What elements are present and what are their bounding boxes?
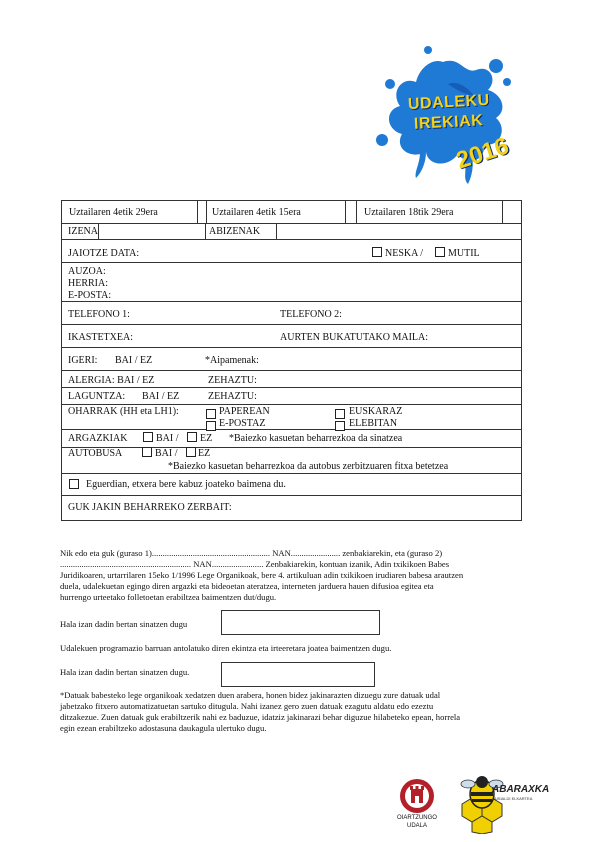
- neska-checkbox[interactable]: [372, 247, 382, 257]
- autobusa-bai-checkbox[interactable]: [142, 447, 152, 457]
- aipamenak-label: *Aipamenak:: [205, 355, 259, 366]
- consent-paragraph-1: [60, 548, 529, 603]
- consent-p1-line2: ............................................................. NAN........................ Zenbakiarekin, kontuan izanik, Adin txikikoen Babes: [60, 559, 450, 569]
- euskaraz-checkbox[interactable]: [335, 409, 345, 419]
- elebitan-checkbox[interactable]: [335, 421, 345, 431]
- week3-label[interactable]: Uztailaren 18tik 29era: [364, 207, 454, 218]
- mutil-label: MUTIL: [448, 248, 480, 259]
- epostaz-checkbox[interactable]: [206, 421, 216, 431]
- udaleku-logo: [368, 44, 518, 194]
- oiartzun-logo: [396, 777, 438, 835]
- euskaraz-label: EUSKARAZ: [349, 406, 403, 417]
- eguerdian-label: Eguerdian, etxera bere kabuz joateko baimena du.: [86, 479, 286, 490]
- autobusa-note: *Baiezko kasuetan beharrezkoa da autobus zerbitzuaren fitxa betetzea: [168, 461, 449, 472]
- oharrak-label: OHARRAK (HH eta LH1):: [68, 406, 179, 417]
- week2-label[interactable]: Uztailaren 4etik 15era: [212, 207, 301, 218]
- neska-label: NESKA /: [385, 248, 424, 259]
- laguntza-label: LAGUNTZA:: [68, 391, 126, 402]
- eposta-label: E-POSTA:: [68, 290, 112, 301]
- consent-p1-line3: Juridikoaren, urtarrilaren 15eko 1/1996 Lege Organikoak, bere 4. artikuluan adin txikikoen irudiaren babesa arautzen: [60, 570, 464, 580]
- autobusa-bai-label: BAI /: [155, 448, 178, 459]
- paperean-label: PAPEREAN: [219, 406, 270, 417]
- dp-line1: *Datuak babesteko lege organikoak xedatzen duen arabera, honen bidez jakinarazten dizuegu zure datuak udal: [60, 690, 441, 700]
- logo-title-line2: IREKIAK: [413, 112, 484, 133]
- abaraxka-logo: [452, 774, 552, 834]
- ikastetxea-label: IKASTETXEA:: [68, 332, 133, 343]
- signature-box-2[interactable]: [221, 662, 375, 687]
- argazkiak-bai-label: BAI /: [156, 433, 179, 444]
- autobusa-ez-checkbox[interactable]: [186, 447, 196, 457]
- logo-year: 2016: [452, 132, 513, 175]
- telefono2-label: TELEFONO 2:: [280, 309, 342, 320]
- guk-jakin-label: GUK JAKIN BEHARREKO ZERBAIT:: [68, 502, 232, 513]
- dp-line3: ditzakezue. Zuen datuak guk erabiltzerik nahi ez baduzue, idatziz jakinarazi behar diguzue hilabeteko epean, horrela: [60, 712, 461, 722]
- oiartzun-name-line2: UDALA: [406, 823, 427, 829]
- dp-line4: egin ezean erabiltzeko adostasuna daukagula ulertuko dugu.: [60, 723, 267, 733]
- autobusa-label: AUTOBUSA: [68, 448, 123, 459]
- laguntza-options[interactable]: BAI / EZ: [142, 391, 180, 402]
- auzoa-label: AUZOA:: [68, 266, 106, 277]
- aurten-maila-label: AURTEN BUKATUTAKO MAILA:: [280, 332, 429, 343]
- elebitan-label: ELEBITAN: [349, 418, 398, 429]
- week1-label[interactable]: Uztailaren 4etik 29era: [69, 207, 158, 218]
- argazkiak-label: ARGAZKIAK: [68, 433, 128, 444]
- consent-p1-line1: Nik edo eta guk (guraso 1)....................................................... NAN....................... zenbakiarekin, eta (guraso 2): [60, 548, 443, 558]
- telefono1-label: TELEFONO 1:: [68, 309, 130, 320]
- argazkiak-note: *Baiezko kasuetan beharrezkoa da sinatzea: [229, 433, 403, 444]
- izena-label: IZENA: [68, 226, 98, 237]
- abaraxka-subtitle: AISIALDI ELKARTEA: [494, 796, 533, 801]
- data-protection-note: [60, 690, 529, 734]
- sign-label-1: Hala izan dadin bertan sinatzen dugu: [60, 619, 188, 629]
- abizenak-label: ABIZENAK: [209, 226, 261, 237]
- argazkiak-ez-checkbox[interactable]: [187, 432, 197, 442]
- sign-label-2: Hala izan dadin bertan sinatzen dugu.: [60, 667, 190, 677]
- laguntza-zehaztu-label: ZEHAZTU:: [208, 391, 257, 402]
- consent-p1-line4: duela, udalekuetan egingo diren argazki eta bideoetan ateratzea, interneten jarduera hauen difusioa egitea eta: [60, 581, 434, 591]
- consent-p1-line5: hurrengo urteetako folletoetan erabiltzea baimentzen dut/dugu.: [60, 592, 277, 602]
- consent-paragraph-2: Udalekuen programazio barruan antolatuko diren ekintza eta irteeretara joatea baimentzen dugu.: [60, 643, 392, 653]
- dp-line2: jabetzako fitxero automatizatuetan sartuko ditugula. Nahi izanez gero zuen datuak ezagutu aldatu edo ezeztu: [60, 701, 434, 711]
- igeri-label: IGERI:: [68, 355, 98, 366]
- oiartzun-name-line1: OIARTZUNGO: [397, 815, 437, 821]
- signature-box-1[interactable]: [221, 610, 380, 635]
- alergia-zehaztu-label: ZEHAZTU:: [208, 375, 257, 386]
- paperean-checkbox[interactable]: [206, 409, 216, 419]
- logo-title-line1: UDALEKU: [407, 91, 491, 114]
- jaiotze-data-label: JAIOTZE DATA:: [68, 248, 140, 259]
- oiartzun-crest-icon: [396, 777, 438, 815]
- alergia-label[interactable]: ALERGIA: BAI / EZ: [68, 375, 155, 386]
- igeri-options[interactable]: BAI / EZ: [115, 355, 153, 366]
- argazkiak-bai-checkbox[interactable]: [143, 432, 153, 442]
- autobusa-ez-label: EZ: [198, 448, 211, 459]
- argazkiak-ez-label: EZ: [200, 433, 213, 444]
- bee-icon: [452, 774, 512, 834]
- mutil-checkbox[interactable]: [435, 247, 445, 257]
- eguerdian-checkbox[interactable]: [69, 479, 79, 489]
- herria-label: HERRIA:: [68, 278, 108, 289]
- abaraxka-name: ABARAXKA: [492, 784, 550, 795]
- epostaz-label: E-POSTAZ: [219, 418, 266, 429]
